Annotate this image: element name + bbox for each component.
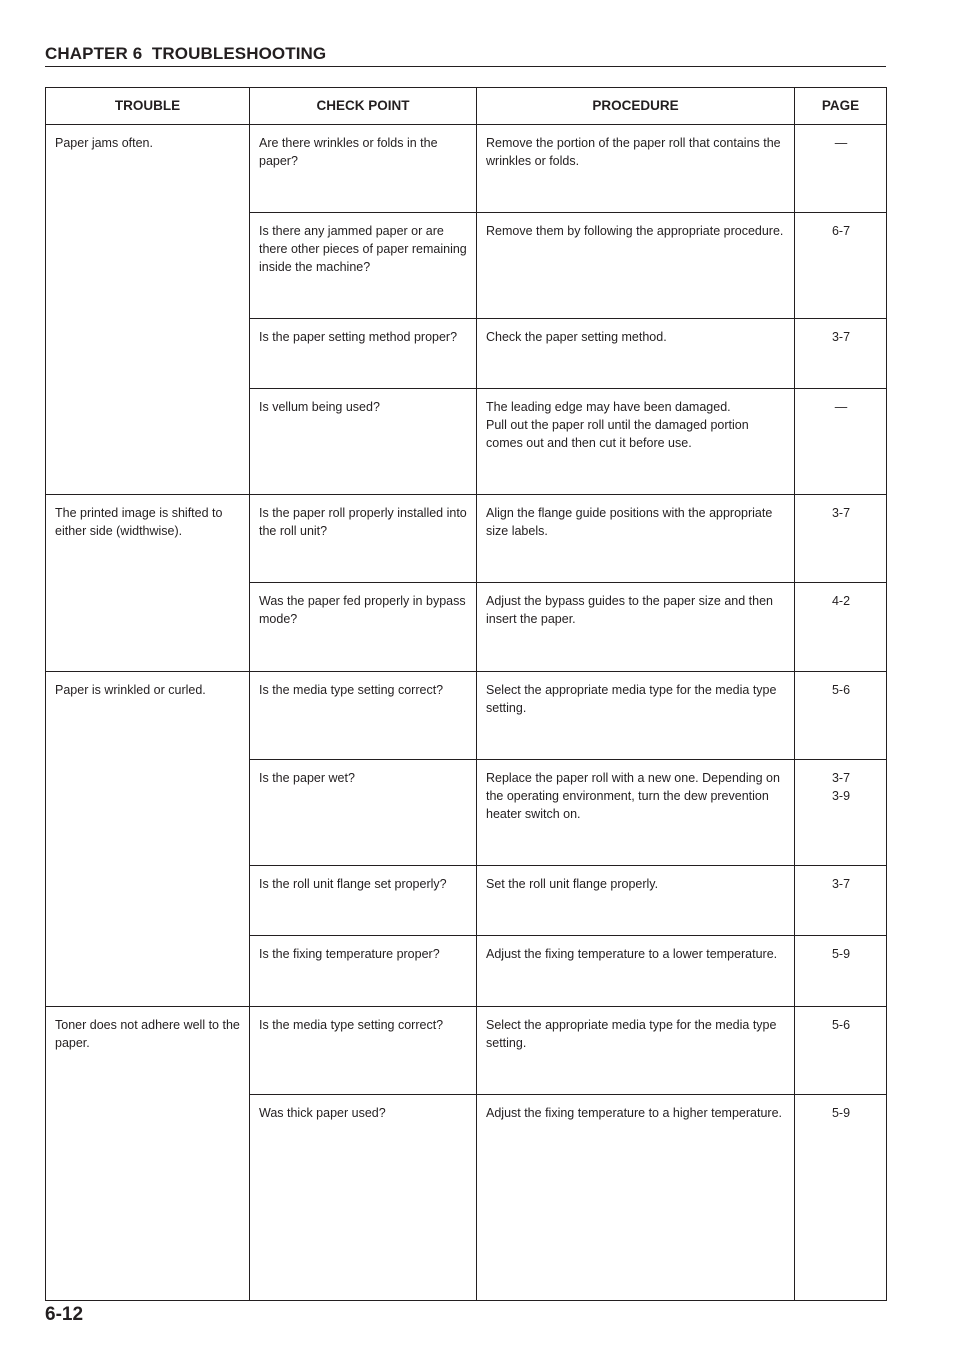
page-ref-cell: 5-9 xyxy=(795,936,887,1007)
trouble-cell: Toner does not adhere well to the paper. xyxy=(46,1007,250,1301)
page-ref-cell: 3-7 3-9 xyxy=(795,760,887,866)
page-ref-cell: — xyxy=(795,125,887,213)
check-point-cell: Is the paper roll properly installed into the roll unit? xyxy=(250,495,477,583)
chapter-label: CHAPTER 6 xyxy=(45,44,143,63)
procedure-cell: The leading edge may have been damaged. Pull out the paper roll until the damaged portion comes out and then cut it before use. xyxy=(477,389,795,495)
check-point-cell: Was the paper fed properly in bypass mode? xyxy=(250,583,477,672)
table-row xyxy=(46,1007,887,1095)
check-point-cell: Is the paper wet? xyxy=(250,760,477,866)
page-ref-cell: — xyxy=(795,389,887,495)
table-row xyxy=(46,125,887,213)
page-ref-cell: 5-9 xyxy=(795,1095,887,1301)
table-row xyxy=(46,672,887,760)
page-ref-cell: 4-2 xyxy=(795,583,887,672)
procedure-cell: Set the roll unit flange properly. xyxy=(477,866,795,936)
page-ref-cell: 3-7 xyxy=(795,495,887,583)
procedure-cell: Remove the portion of the paper roll that contains the wrinkles or folds. xyxy=(477,125,795,213)
procedure-cell: Check the paper setting method. xyxy=(477,319,795,389)
table-header-row xyxy=(46,88,887,125)
procedure-cell: Select the appropriate media type for the media type setting. xyxy=(477,1007,795,1095)
check-point-cell: Is the paper setting method proper? xyxy=(250,319,477,389)
table-row xyxy=(46,495,887,583)
page-ref-cell: 3-7 xyxy=(795,319,887,389)
column-header-page: PAGE xyxy=(795,88,887,125)
procedure-cell: Adjust the fixing temperature to a lower temperature. xyxy=(477,936,795,1007)
check-point-cell: Is the media type setting correct? xyxy=(250,672,477,760)
check-point-cell: Is the media type setting correct? xyxy=(250,1007,477,1095)
trouble-cell: Paper jams often. xyxy=(46,125,250,495)
page-ref-cell: 5-6 xyxy=(795,1007,887,1095)
check-point-cell: Is the roll unit flange set properly? xyxy=(250,866,477,936)
procedure-cell: Select the appropriate media type for the media type setting. xyxy=(477,672,795,760)
check-point-cell: Are there wrinkles or folds in the paper? xyxy=(250,125,477,213)
check-point-cell: Is the fixing temperature proper? xyxy=(250,936,477,1007)
page-ref-cell: 6-7 xyxy=(795,213,887,319)
trouble-cell: The printed image is shifted to either side (widthwise). xyxy=(46,495,250,672)
check-point-cell: Was thick paper used? xyxy=(250,1095,477,1301)
chapter-header xyxy=(45,44,886,67)
trouble-cell: Paper is wrinkled or curled. xyxy=(46,672,250,1007)
troubleshooting-table xyxy=(45,87,887,1301)
column-header-trouble: TROUBLE xyxy=(46,88,250,125)
procedure-cell: Adjust the fixing temperature to a higher temperature. xyxy=(477,1095,795,1301)
procedure-cell: Adjust the bypass guides to the paper size and then insert the paper. xyxy=(477,583,795,672)
page-ref-cell: 5-6 xyxy=(795,672,887,760)
column-header-check-point: CHECK POINT xyxy=(250,88,477,125)
page-ref-cell: 3-7 xyxy=(795,866,887,936)
page-number: 6-12 xyxy=(45,1304,84,1325)
procedure-cell: Align the flange guide positions with the appropriate size labels. xyxy=(477,495,795,583)
chapter-title: TROUBLESHOOTING xyxy=(151,44,327,63)
check-point-cell: Is vellum being used? xyxy=(250,389,477,495)
check-point-cell: Is there any jammed paper or are there other pieces of paper remaining inside the machine? xyxy=(250,213,477,319)
column-header-procedure: PROCEDURE xyxy=(477,88,795,125)
procedure-cell: Replace the paper roll with a new one. Depending on the operating environment, turn the dew prevention heater switch on. xyxy=(477,760,795,866)
procedure-cell: Remove them by following the appropriate procedure. xyxy=(477,213,795,319)
